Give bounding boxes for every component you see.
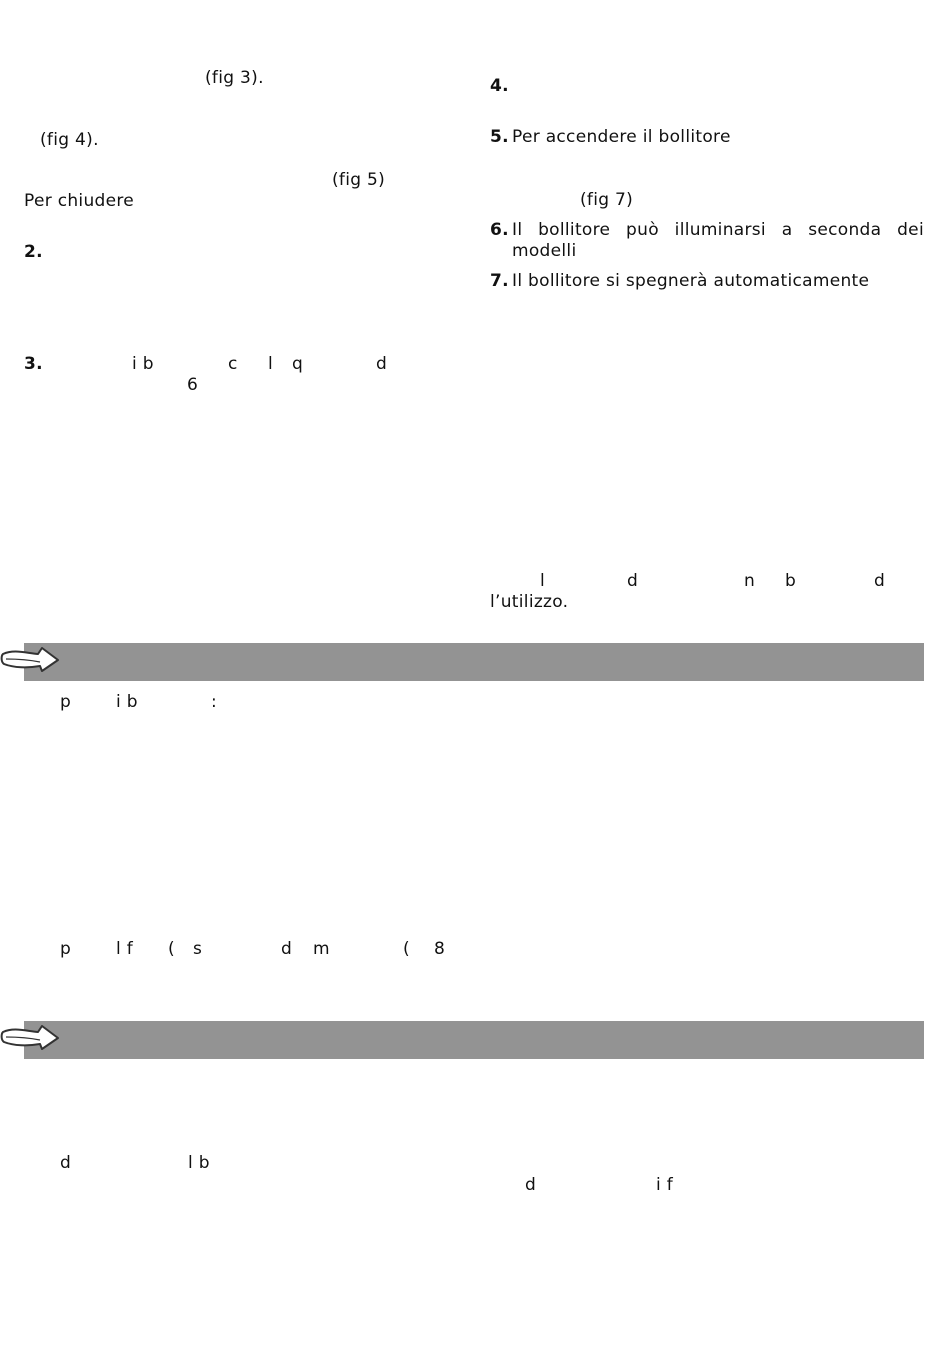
section-1-fragment: p xyxy=(60,939,72,959)
step-6-line-2: modelli xyxy=(512,241,577,261)
step-6-word: a xyxy=(781,220,793,240)
step-4-number: 4. xyxy=(490,76,509,96)
section-1-fragment: m xyxy=(313,939,330,959)
step-3-fragment: d xyxy=(376,354,388,374)
section-2-fragment: l b xyxy=(188,1153,210,1173)
section-2-fragment: d xyxy=(60,1153,72,1173)
section-1-fragment: : xyxy=(211,692,218,712)
section-2-right-fragment: d xyxy=(525,1175,537,1195)
section-2-right-fragment: i f xyxy=(656,1175,674,1195)
section-1-fragment: 8 xyxy=(434,939,446,959)
closing-fragment: d xyxy=(627,571,639,591)
pointing-hand-icon xyxy=(0,1018,64,1058)
step-5-number: 5. xyxy=(490,127,509,147)
fig7-ref: (fig 7) xyxy=(580,190,634,210)
step-6-word: seconda xyxy=(808,220,882,240)
step-3-fragment: c xyxy=(228,354,238,374)
closing-fragment: l xyxy=(540,571,546,591)
closing-fragment: d xyxy=(874,571,886,591)
pointing-hand-icon xyxy=(0,640,64,680)
step-6-word: bollitore xyxy=(538,220,611,240)
step-7-number: 7. xyxy=(490,271,509,291)
section-header-band xyxy=(24,643,924,681)
step-3-number: 3. xyxy=(24,354,43,374)
step-3-fragment: l xyxy=(268,354,274,374)
step-3-fragment: i b xyxy=(132,354,154,374)
step-6-word: illuminarsi xyxy=(674,220,766,240)
step-6-line-1 xyxy=(512,222,924,239)
closing-fragment: b xyxy=(785,571,797,591)
section-header-band xyxy=(24,1021,924,1059)
fig5-ref: (fig 5) xyxy=(332,170,386,190)
per-chiudere-text: Per chiudere xyxy=(24,191,135,211)
step-6-word: dei xyxy=(897,220,924,240)
closing-fragment: n xyxy=(744,571,756,591)
section-1-fragment: d xyxy=(281,939,293,959)
fig3-ref: (fig 3). xyxy=(205,68,264,88)
closing-line-2: l’utilizzo. xyxy=(490,592,569,612)
step-7-text: Il bollitore si spegnerà automaticamente xyxy=(512,271,870,291)
section-1-fragment: p xyxy=(60,692,72,712)
fig4-ref: (fig 4). xyxy=(40,130,99,150)
step-3-fragment: 6 xyxy=(187,375,199,395)
section-1-fragment: ( xyxy=(403,939,410,959)
section-1-fragment: i b xyxy=(116,692,138,712)
step-6-word: Il xyxy=(512,220,523,240)
step-6-word: può xyxy=(626,220,659,240)
section-1-fragment: l f xyxy=(116,939,134,959)
step-2-number: 2. xyxy=(24,242,43,262)
step-3-fragment: q xyxy=(292,354,304,374)
section-1-fragment: s xyxy=(193,939,203,959)
step-5-text: Per accendere il bollitore xyxy=(512,127,731,147)
section-1-fragment: ( xyxy=(168,939,175,959)
step-6-number: 6. xyxy=(490,220,509,240)
